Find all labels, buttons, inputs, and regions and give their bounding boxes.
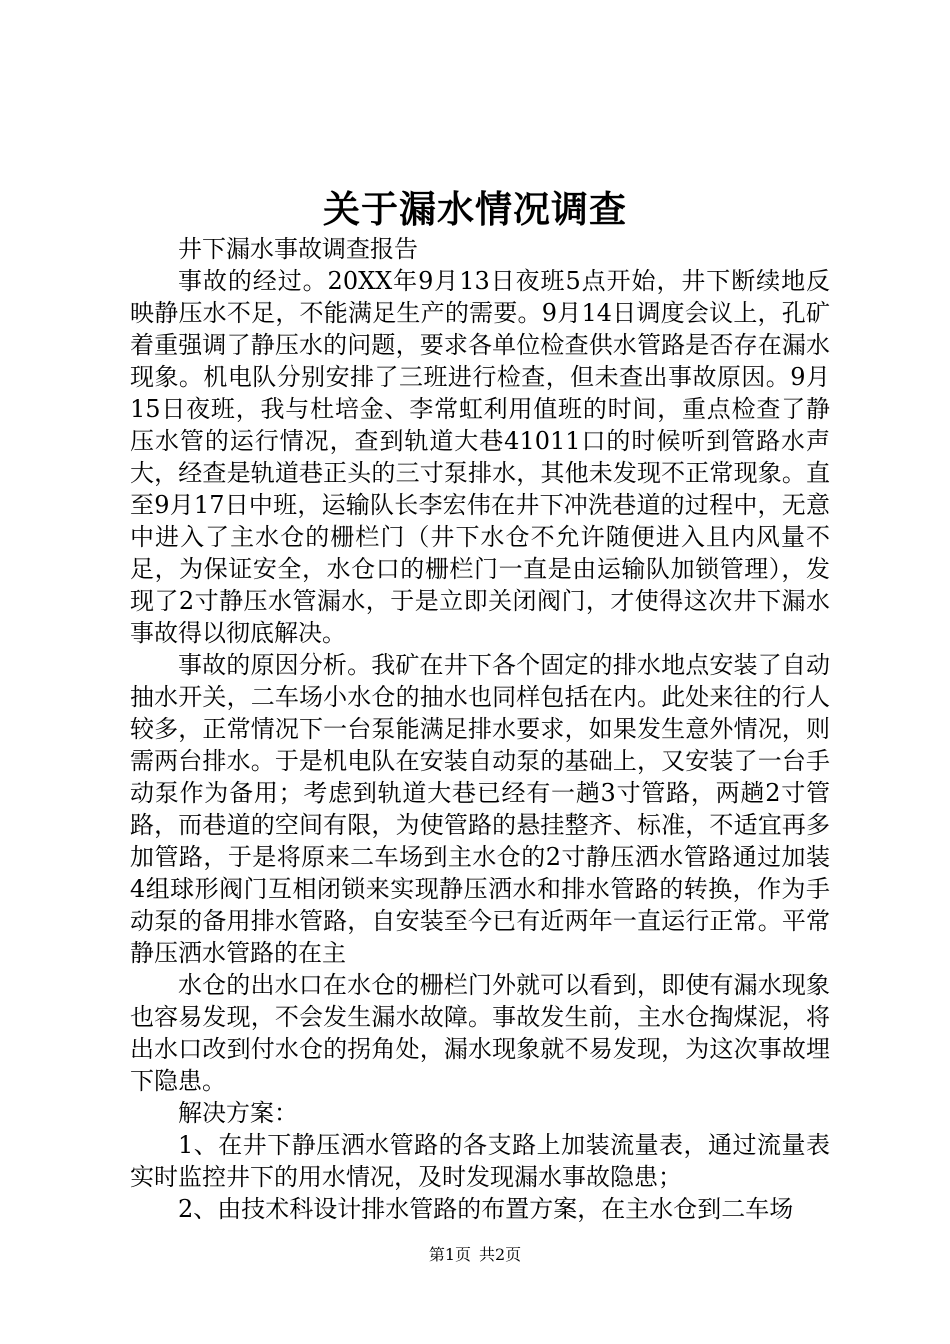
paragraph-cause-analysis: 事故的原因分析。我矿在井下各个固定的排水地点安装了自动抽水开关，二车场小水仓的抽水也同样包括在内。此处来往的行人较多，正常情况下一台泵能满足排水要求，如果发生意外情况，则需两台排水。于是机电队在安装自动泵的基础上，又安装了一台手动泵作为备用；考虑到轨道大巷已经有一趟3寸管路，两趟2寸管路，而巷道的空间有限，为使管路的悬挂整齐、标准，不适宜再多加管路，于是将原来二车场到主水仓的2寸静压洒水管路通过加装4组球形阀门互相闭锁来实现静压洒水和排水管路的转换，作为手动泵的备用排水管路，自安装至今已有近两年一直运行正常。平常静压洒水管路的在主 [130, 651, 830, 967]
page-number: 第1页 [428, 1245, 471, 1264]
page-total: 共2页 [479, 1245, 522, 1264]
paragraph-cause-continued: 水仓的出水口在水仓的栅栏门外就可以看到，即使有漏水现象也容易发现，不会发生漏水故障。事故发生前，主水仓掏煤泥，将出水口改到付水仓的拐角处，漏水现象就不易发现，为这次事故埋下隐患。 [130, 971, 830, 1095]
document-title: 关于漏水情况调查 [323, 187, 627, 231]
document-body [130, 233, 830, 1225]
page-footer [0, 1244, 950, 1266]
paragraph-accident-process: 事故的经过。20XX年9月13日夜班5点开始，井下断续地反映静压水不足，不能满足生产的需要。9月14日调度会议上，孔矿着重强调了静压水的问题，要求各单位检查供水管路是否存在漏水现象。机电队分别安排了三班进行检查，但未查出事故原因。9月15日夜班，我与杜培金、李常虹利用值班的时间，重点检查了静压水管的运行情况，查到轨道大巷41011口的时候听到管路水声大，经查是轨道巷正头的三寸泵排水，其他未发现不正常现象。直至9月17日中班，运输队长李宏伟在井下冲洗巷道的过程中，无意中进入了主水仓的栅栏门（井下水仓不允许随便进入且内风量不足，为保证安全，水仓口的栅栏门一直是由运输队加锁管理），发现了2寸静压水管漏水，于是立即关闭阀门，才使得这次井下漏水事故得以彻底解决。 [130, 267, 830, 647]
solution-item-2: 2、由技术科设计排水管路的布置方案，在主水仓到二车场 [178, 1195, 794, 1223]
solution-item-1: 1、在井下静压洒水管路的各支路上加装流量表，通过流量表实时监控井下的用水情况，及时发现漏水事故隐患； [130, 1131, 830, 1191]
report-subtitle: 井下漏水事故调查报告 [178, 235, 418, 263]
solutions-heading: 解决方案： [178, 1099, 298, 1127]
